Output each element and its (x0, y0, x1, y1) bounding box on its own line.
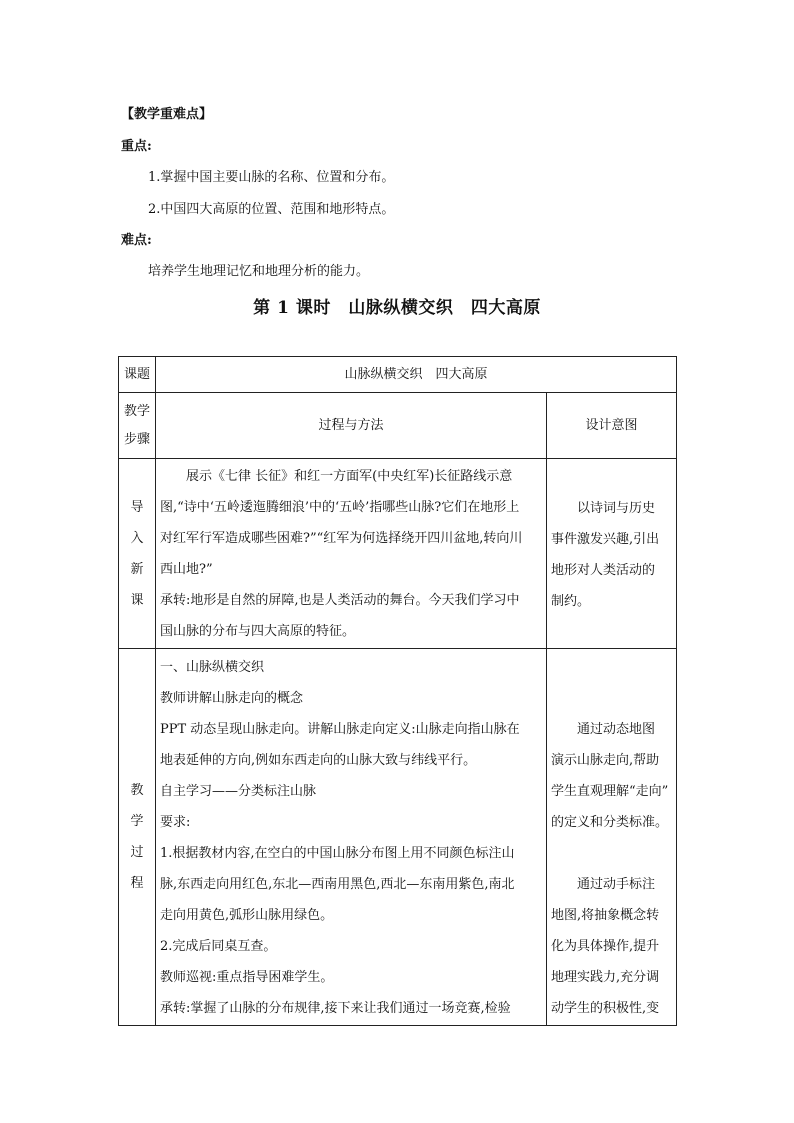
process-line: 一、山脉纵横交织 (160, 660, 265, 675)
design-line: 化为具体操作,提升 (551, 939, 660, 954)
step-char: 新 (130, 561, 144, 577)
step-char: 教 (130, 783, 144, 798)
process-line: 承转:掌握了山脉的分布规律,接下来让我们通过一场竞赛,检验 (160, 1001, 511, 1016)
design-line: 制约。 (551, 594, 591, 609)
process-line: 图,“诗中‘五岭逶迤腾细浪’中的‘五岭’指哪些山脉?它们在地形上 (160, 499, 520, 515)
header-row (119, 393, 677, 459)
process-header: 过程与方法 (156, 393, 547, 459)
steps-label-line: 步骤 (123, 431, 150, 447)
steps-label (119, 393, 156, 459)
design-line: 事件激发兴趣,引出 (551, 532, 660, 547)
process-line: 展示《七律 长征》和红一方面军(中央红军)长征路线示意 (186, 468, 513, 484)
design-line: 地图,将抽象概念转 (551, 908, 660, 923)
process-line: 地表延伸的方向,例如东西走向的山脉大致与纬线平行。 (160, 753, 477, 768)
design-line: 以诗词与历史 (577, 501, 656, 516)
process-line: PPT 动态呈现山脉走向。讲解山脉走向定义:山脉走向指山脉在 (160, 722, 520, 737)
design-line: 的定义和分类标准。 (551, 815, 669, 830)
process-line: 西山地?” (160, 561, 213, 577)
lesson-title: 第 1 课时 山脉纵横交织 四大高原 (253, 298, 541, 318)
process-line: 自主学习——分类标注山脉 (160, 784, 317, 799)
zhongdian-item-2: 2.中国四大高原的位置、范围和地形特点。 (148, 202, 395, 217)
teaching-design (547, 649, 677, 1026)
section-heading-key-points: 【教学重难点】 (121, 107, 213, 122)
design-spacer (551, 838, 672, 869)
intro-design (547, 459, 677, 649)
step-char: 入 (130, 530, 144, 546)
intro-row (119, 459, 677, 649)
step-teaching (119, 649, 156, 1026)
process-line: 对红军行军造成哪些困难?”“红军为何选择绕开四川盆地,转向川 (160, 530, 523, 546)
design-line: 地形对人类活动的 (551, 563, 656, 578)
process-line: 脉,东西走向用红色,东北—西南用黑色,西北—东南用紫色,南北 (160, 877, 515, 892)
step-char: 过 (130, 845, 144, 860)
nandian-item-1: 培养学生地理记忆和地理分析的能力。 (148, 264, 370, 279)
step-char: 课 (130, 592, 144, 608)
process-line: 承转:地形是自然的屏障,也是人类活动的舞台。今天我们学习中 (160, 592, 520, 608)
design-line: 动学生的积极性,变 (551, 1001, 660, 1016)
design-header: 设计意图 (547, 393, 677, 459)
intro-process (156, 459, 547, 649)
step-char: 学 (130, 814, 144, 829)
process-row (119, 649, 677, 1026)
steps-label-line: 教学 (123, 403, 150, 419)
design-line: 通过动手标注 (577, 877, 656, 892)
design-line: 地理实践力,充分调 (551, 970, 660, 985)
design-line: 演示山脉走向,帮助 (551, 753, 660, 768)
process-line: 走向用黄色,弧形山脉用绿色。 (160, 908, 334, 923)
label-nandian: 难点: (121, 233, 152, 248)
step-char: 程 (130, 876, 144, 891)
process-line: 教师巡视:重点指导困难学生。 (160, 970, 334, 985)
teaching-process (156, 649, 547, 1026)
lesson-plan-table (118, 356, 677, 1026)
label-zhongdian: 重点: (121, 139, 152, 154)
topic-value: 山脉纵横交织 四大高原 (156, 357, 677, 393)
process-line: 2.完成后同桌互查。 (160, 939, 277, 954)
process-line: 1.根据教材内容,在空白的中国山脉分布图上用不同颜色标注山 (160, 846, 515, 861)
step-char: 导 (130, 499, 144, 515)
topic-label: 课题 (119, 357, 156, 393)
step-intro (119, 459, 156, 649)
design-line: 通过动态地图 (577, 722, 656, 737)
zhongdian-item-1: 1.掌握中国主要山脉的名称、位置和分布。 (148, 170, 395, 185)
topic-row (119, 357, 677, 393)
design-line: 学生直观理解“走向” (551, 784, 669, 799)
process-line: 教师讲解山脉走向的概念 (160, 691, 304, 706)
process-line: 要求: (160, 815, 191, 830)
process-line: 国山脉的分布与四大高原的特征。 (160, 623, 356, 639)
